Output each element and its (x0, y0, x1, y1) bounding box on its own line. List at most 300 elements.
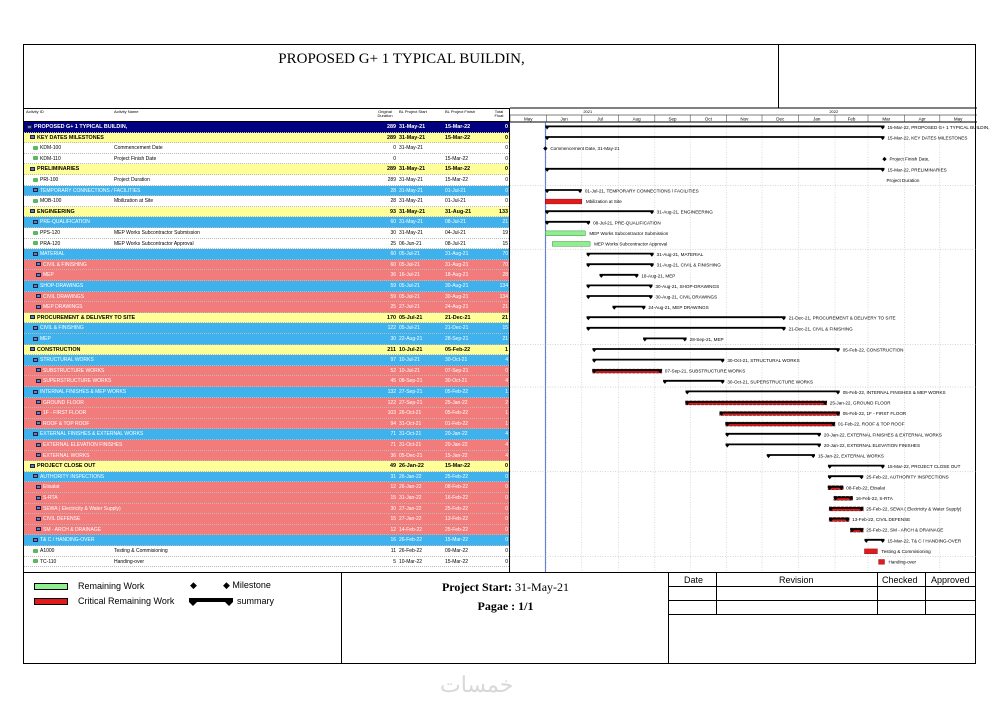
activity-start: 05-Jul-21 (399, 251, 420, 258)
summary-bar (587, 253, 654, 257)
activity-start: 08-Sep-21 (399, 378, 423, 385)
summary-bar (587, 327, 786, 331)
header-activity-id: Activity ID (26, 109, 44, 114)
activity-id: PROPOSED G+ 1 TYPICAL BUILDIN, (34, 124, 128, 130)
activity-float: 4 (505, 357, 508, 364)
table-row[interactable] (24, 482, 509, 493)
activity-start: 27-Jan-22 (399, 505, 422, 512)
table-row[interactable] (24, 249, 509, 260)
activity-float: 0 (505, 145, 508, 152)
table-row[interactable] (24, 546, 509, 557)
activity-float: 133 (499, 208, 508, 215)
bar-label: 21-Dec-21, PROCUREMENT & DELIVERY TO SITE (788, 315, 896, 321)
activity-duration: 170 (387, 314, 396, 321)
activity-start: 14-Feb-22 (399, 526, 423, 533)
activity-finish: 18-Aug-21 (445, 272, 469, 279)
activity-id: GROUND FLOOR (43, 399, 84, 406)
activity-float: 2 (505, 399, 508, 406)
activity-start: 31-Oct-21 (399, 431, 422, 438)
table-row[interactable] (24, 355, 509, 366)
activity-id: PPS-120 (40, 230, 61, 236)
wbs-icon (33, 358, 38, 362)
revision-revision-header: Revision (779, 575, 814, 585)
activity-start: 10-Mar-22 (399, 558, 423, 565)
bar-label: 15-Mar-22, PROJECT CLOSE OUT (887, 464, 961, 470)
activity-duration: 31 (390, 473, 396, 480)
activity-start: 05-Jul-21 (399, 283, 420, 289)
activity-start: 27-Sep-21 (399, 399, 423, 406)
activity-start: 27-Jan-22 (399, 516, 422, 523)
activity-finish: 09-Mar-22 (445, 548, 469, 554)
activity-finish: 15-Mar-22 (445, 537, 469, 544)
wbs-icon (33, 337, 38, 341)
activity-id: SEWA ( Electricity & Water Supply) (43, 505, 121, 512)
milestone-diamond (882, 157, 886, 161)
activity-id: PRA-120 (40, 240, 61, 247)
summary-bar (663, 380, 724, 384)
activity-duration: 15 (390, 495, 396, 501)
activity-finish: 25-Feb-22 (445, 505, 469, 512)
wbs-icon (30, 209, 35, 213)
activity-id: CIVIL & FINISHING (43, 261, 87, 268)
activity-id: PRI-100 (40, 177, 59, 183)
summary-bar (600, 274, 639, 278)
activity-icon (33, 231, 38, 235)
activity-finish: 15-Mar-22 (445, 166, 471, 173)
activity-id: TC-110 (40, 558, 57, 565)
activity-duration: 93 (390, 208, 396, 215)
bar-label: 15-Mar-22, T& C / HANDING-OVER (887, 538, 962, 544)
summary-bar (587, 316, 786, 320)
bar-label: 15-Mar-22, KEY DATES MILESTONES (887, 135, 968, 141)
activity-start: 31-May-21 (399, 145, 423, 152)
activity-finish: 25-Jan-22 (445, 399, 468, 406)
activity-start: 10-Jul-21 (399, 357, 420, 364)
activity-table (24, 108, 509, 572)
table-row[interactable] (24, 398, 509, 409)
activity-finish: 30-Aug-21 (445, 283, 469, 289)
legend-milestone-label (223, 580, 271, 591)
activity-start: 05-Jul-21 (399, 314, 423, 321)
table-row[interactable] (24, 429, 509, 440)
wbs-icon (36, 262, 41, 266)
activity-icon (33, 559, 38, 563)
summary-bar (864, 539, 884, 543)
summary-bar (828, 465, 885, 469)
year-label: 2021 (583, 109, 593, 114)
summary-bar (592, 348, 839, 352)
activity-id: A1000 (40, 548, 55, 554)
month-label: Dec (776, 116, 785, 122)
header-activity-name: Activity Name (114, 109, 139, 114)
activity-duration: 94 (390, 420, 396, 427)
activity-duration: 211 (387, 346, 396, 353)
bar-label: Commencement Date, 31-May-21 (550, 146, 620, 152)
activity-float: 0 (505, 124, 508, 130)
activity-icon (33, 146, 38, 150)
summary-bar (545, 136, 884, 140)
table-row[interactable] (24, 472, 509, 483)
title-block-right (779, 45, 976, 108)
table-row[interactable] (24, 196, 509, 207)
activity-id: ROOF & TOP ROOF (43, 420, 90, 427)
table-header (24, 108, 509, 122)
milestone-diamond (543, 146, 547, 150)
activity-duration: 11 (390, 548, 396, 554)
summary-bar (587, 263, 654, 267)
table-row[interactable] (24, 419, 509, 430)
task-bar (545, 199, 582, 204)
project-start (342, 580, 669, 595)
activity-duration: 12 (390, 526, 396, 533)
activity-duration: 0 (393, 155, 396, 162)
table-row[interactable] (24, 175, 509, 186)
activity-finish: 07-Sep-21 (445, 367, 469, 374)
activity-float: 0 (505, 198, 508, 205)
table-row[interactable] (24, 217, 509, 228)
bar-label: 07-Sep-21, SUBSTRUCTURE WORKS (664, 368, 746, 374)
table-row[interactable] (24, 461, 509, 472)
month-label: Nov (740, 116, 749, 122)
summary-bar (587, 295, 653, 299)
activity-name: Project Duration (114, 177, 150, 183)
legend-critical-swatch (34, 598, 68, 605)
summary-bar (592, 359, 724, 363)
activity-float: 1 (505, 389, 508, 395)
wbs-icon (36, 421, 41, 425)
bar-label: Testing & Commisioning (881, 548, 931, 554)
activity-id: PRE-QUALIFICATION (40, 219, 90, 226)
activity-finish: 15-Jan-22 (445, 452, 468, 459)
month-label: Aug (632, 116, 641, 122)
activity-icon (33, 178, 38, 182)
activity-finish: 20-Jan-22 (445, 431, 468, 438)
activity-start: 22-Aug-21 (399, 336, 423, 342)
activity-start: 31-May-21 (399, 219, 423, 226)
table-row[interactable] (24, 504, 509, 515)
activity-start: 31-May-21 (399, 230, 423, 236)
activity-finish: 15-Mar-22 (445, 558, 469, 565)
table-row[interactable] (24, 239, 509, 250)
legend-summary-bar-icon (189, 597, 233, 607)
legend-summary-label: summary (237, 596, 275, 606)
activity-id: MEP (40, 336, 51, 342)
activity-float: 15 (502, 325, 508, 332)
activity-start: 05-Jul-21 (399, 293, 420, 300)
table-row[interactable] (24, 514, 509, 525)
wbs-icon (30, 135, 35, 139)
activity-start: 31-May-21 (399, 187, 423, 194)
table-row[interactable] (24, 154, 509, 165)
activity-finish: 25-Feb-22 (445, 526, 469, 533)
bar-label: 15-Mar-22, PRELIMINARIES (887, 167, 947, 173)
summary-bar (726, 444, 821, 448)
activity-duration: 59 (390, 283, 396, 289)
wbs-icon (36, 400, 41, 404)
wbs-icon (33, 284, 38, 288)
bar-label: 15-Jan-22, EXTERNAL WORKS (818, 453, 884, 459)
wbs-icon (30, 347, 35, 351)
bar-label: 05-Feb-22, 1F - FIRST FLOOR (842, 411, 907, 417)
activity-duration: 30 (390, 336, 396, 342)
bar-label: 08-Feb-22, Etisalat (846, 485, 886, 491)
month-label: Jan (813, 116, 821, 122)
activity-float: 0 (505, 155, 508, 162)
wbs-icon (36, 527, 41, 531)
activity-id: KDM-110 (40, 155, 61, 162)
activity-duration: 28 (390, 198, 396, 205)
activity-float: 0 (505, 548, 508, 554)
table-row[interactable] (24, 143, 509, 154)
activity-id: ENGINEERING (37, 208, 75, 215)
wbs-icon (36, 496, 41, 500)
activity-start: 31-Oct-21 (399, 420, 422, 427)
table-row[interactable] (24, 493, 509, 504)
activity-id: PRELIMINARIES (37, 166, 80, 173)
activity-float: 4 (505, 431, 508, 438)
activity-id: CIVIL DEFENSE (43, 516, 81, 523)
wbs-icon (33, 538, 38, 542)
activity-float: 0 (505, 187, 508, 194)
activity-float: 134 (499, 283, 508, 289)
table-row[interactable] (24, 535, 509, 546)
table-row[interactable] (24, 260, 509, 271)
activity-float: 1 (505, 420, 508, 427)
bar-label: 30-Oct-21, SUPERSTRUCTURE WORKS (727, 379, 814, 385)
activity-start: 31-May-21 (399, 177, 423, 183)
activity-id: PROCUREMENT & DELIVERY TO SITE (37, 314, 136, 321)
activity-float: 0 (505, 526, 508, 533)
activity-id: MOB-100 (40, 198, 62, 205)
activity-finish: 13-Feb-22 (445, 516, 469, 523)
activity-float: 21 (502, 304, 508, 311)
activity-duration: 289 (387, 177, 396, 183)
task-bar (552, 242, 590, 247)
watermark: خمسات (440, 672, 514, 697)
activity-id: EXTERNAL FINISHES & EXTERNAL WORKS (40, 431, 144, 438)
activity-duration: 60 (390, 219, 396, 226)
summary-bar (643, 338, 687, 342)
activity-float: 21 (502, 314, 508, 321)
table-row[interactable] (24, 557, 509, 568)
activity-float: 0 (505, 495, 508, 501)
activity-float: 70 (502, 251, 508, 258)
activity-float: 0 (505, 463, 508, 470)
revision-approved-header: Approved (931, 575, 970, 585)
activity-id: KDM-100 (40, 145, 62, 152)
month-label: Sep (668, 116, 677, 122)
page-title: PROPOSED G+ 1 TYPICAL BUILDIN, (278, 51, 525, 67)
activity-duration: 97 (390, 357, 396, 364)
activity-start: 26-Oct-21 (399, 410, 422, 417)
activity-id: MATERIAL (40, 251, 65, 258)
wbs-icon (36, 517, 41, 521)
wbs-icon (30, 464, 35, 468)
summary-bar (587, 285, 653, 289)
activity-name: Handing-over (114, 558, 145, 565)
activity-finish: 15-Mar-22 (445, 155, 469, 162)
table-row[interactable] (24, 366, 509, 377)
activity-float: 0 (505, 177, 508, 183)
activity-duration: 122 (387, 399, 396, 406)
activity-float: 0 (505, 516, 508, 523)
activity-float: 4 (505, 378, 508, 385)
activity-finish: 01-Jul-21 (445, 187, 466, 194)
bar-label: 01-Feb-22, ROOF & TOP ROOF (838, 421, 905, 427)
activity-float: 19 (502, 230, 508, 236)
activity-start: 31-Jan-22 (399, 495, 422, 501)
bar-label: 25-Jan-22, GROUND FLOOR (829, 400, 891, 406)
activity-id: MEP DRAWINGS (43, 304, 83, 311)
month-label: Jun (560, 116, 568, 122)
activity-finish: 30-Oct-21 (445, 357, 468, 364)
legend-milestone-text: Milestone (232, 580, 271, 590)
activity-float: 0 (505, 505, 508, 512)
month-label: Apr (918, 116, 926, 122)
activity-finish: 15-Mar-22 (445, 463, 471, 470)
table-row[interactable] (24, 133, 509, 144)
activity-finish: 20-Jan-22 (445, 442, 468, 448)
activity-duration: 0 (393, 145, 396, 152)
bar-label: 16-Feb-22, S-RTA (855, 495, 893, 501)
legend-critical-label: Critical Remaining Work (78, 596, 175, 606)
activity-duration: 30 (390, 230, 396, 236)
table-row[interactable] (24, 302, 509, 313)
activity-float: 21 (502, 219, 508, 226)
gantt-svg (510, 108, 990, 572)
table-row[interactable] (24, 387, 509, 398)
activity-id: PROJECT CLOSE OUT (37, 463, 96, 470)
table-row[interactable] (24, 122, 509, 133)
table-row[interactable] (24, 323, 509, 334)
activity-float: 21 (502, 336, 508, 342)
wbs-icon (33, 432, 38, 436)
wbs-icon (30, 315, 35, 319)
bar-label: Project Duration (886, 177, 920, 183)
activity-start: 10-Jul-21 (399, 346, 423, 353)
table-row[interactable] (24, 525, 509, 536)
table-row[interactable] (24, 292, 509, 303)
page-frame (23, 44, 990, 664)
task-bar (879, 560, 885, 565)
activity-duration: 15 (390, 516, 396, 523)
activity-duration: 12 (390, 484, 396, 491)
revision-date-header: Date (684, 575, 704, 585)
summary-bar (767, 454, 815, 458)
header-finish: BL Project Finish (445, 109, 476, 114)
table-row[interactable] (24, 164, 509, 175)
header-float: Total Float (494, 109, 504, 118)
bar-label: 31-Aug-21, MATERIAL (656, 252, 704, 258)
table-row[interactable] (24, 440, 509, 451)
legend (24, 572, 342, 664)
activity-finish: 08-Jul-21 (445, 219, 466, 226)
legend-milestone-diamond-icon: ◆ (223, 580, 233, 590)
bar-label: MEP Works Subcontractor Approval (594, 241, 668, 247)
activity-duration: 36 (390, 452, 396, 459)
activity-icon (33, 199, 38, 203)
page-number: Pagae : 1/1 (477, 599, 534, 613)
activity-start: 31-May-21 (399, 124, 426, 130)
activity-duration: 16 (390, 537, 396, 544)
revision-checked-header: Checked (882, 575, 918, 585)
bar-label: 20-Jan-22, EXTERNAL FINISHES & EXTERNAL WORKS (823, 432, 943, 438)
activity-finish: 16-Feb-22 (445, 495, 469, 501)
table-row[interactable] (24, 376, 509, 387)
summary-bar (545, 189, 582, 193)
activity-float: 1 (505, 346, 508, 353)
bar-label: Project Finish Date, (889, 156, 930, 162)
summary-bar (828, 475, 863, 479)
table-row[interactable] (24, 228, 509, 239)
wbs-icon (33, 220, 38, 224)
month-label: Oct (704, 116, 712, 122)
table-row[interactable] (24, 281, 509, 292)
activity-duration: 103 (387, 410, 396, 417)
gantt-timeline (509, 108, 990, 572)
bar-label: 30-Aug-21, CIVIL DRAWINGS (655, 294, 718, 300)
activity-finish: 21-Dec-21 (445, 325, 469, 332)
activity-name: Mbilization at Site (114, 198, 154, 205)
bar-label: 08-Jul-21, PRE-QUALIFICATION (593, 220, 661, 226)
summary-bar (726, 433, 821, 437)
activity-duration: 36 (390, 272, 396, 279)
wbs-icon (33, 390, 38, 394)
activity-duration: 59 (390, 293, 396, 300)
month-label: Mar (882, 116, 891, 122)
activity-start: 26-Feb-22 (399, 548, 423, 554)
bar-label: 30-Aug-21, SHOP-DRAWINGS (655, 283, 720, 289)
bar-label: 25-Feb-22, SEWA ( Electricity & Water Supply) (866, 506, 962, 512)
activity-duration: 60 (390, 261, 396, 268)
table-row[interactable] (24, 313, 509, 324)
table-row[interactable] (24, 334, 509, 345)
wbs-icon (33, 326, 38, 330)
table-row[interactable] (24, 207, 509, 218)
table-row[interactable] (24, 408, 509, 419)
activity-finish: 30-Aug-21 (445, 293, 469, 300)
activity-duration: 5 (393, 558, 396, 565)
activity-finish: 28-Sep-21 (445, 336, 469, 342)
table-row[interactable] (24, 345, 509, 356)
table-row[interactable] (24, 186, 509, 197)
activity-float: 4 (505, 452, 508, 459)
bar-label: 05-Feb-22, INTERNAL FINISHES & MEP WORKS (842, 389, 946, 395)
wbs-icon (33, 188, 38, 192)
activity-start: 06-Jun-21 (399, 240, 422, 247)
table-row[interactable] (24, 451, 509, 462)
year-label: 2022 (829, 109, 839, 114)
activity-start: 31-Oct-21 (399, 442, 422, 448)
table-row[interactable] (24, 270, 509, 281)
month-label: Jul (597, 116, 603, 122)
activity-id: MEP (43, 272, 54, 279)
bar-label: 13-Feb-22, CIVIL DEFENSE (852, 517, 911, 523)
activity-finish: 30-Oct-21 (445, 378, 468, 385)
title-area (24, 45, 779, 108)
wbs-icon (33, 474, 38, 478)
activity-duration: 132 (387, 389, 396, 395)
bar-label: 18-Aug-21, MEP (641, 273, 676, 279)
activity-start: 31-May-21 (399, 208, 426, 215)
header-duration: Original Duration (377, 109, 393, 118)
summary-bar (545, 168, 884, 172)
activity-start: 26-Feb-22 (399, 537, 423, 544)
month-label: May (953, 116, 963, 122)
activity-name: Project Finish Date (114, 155, 157, 162)
activity-start: 05-Jul-21 (399, 325, 420, 332)
activity-id: INTERNAL FINISHES & MEP WORKS (40, 389, 127, 395)
